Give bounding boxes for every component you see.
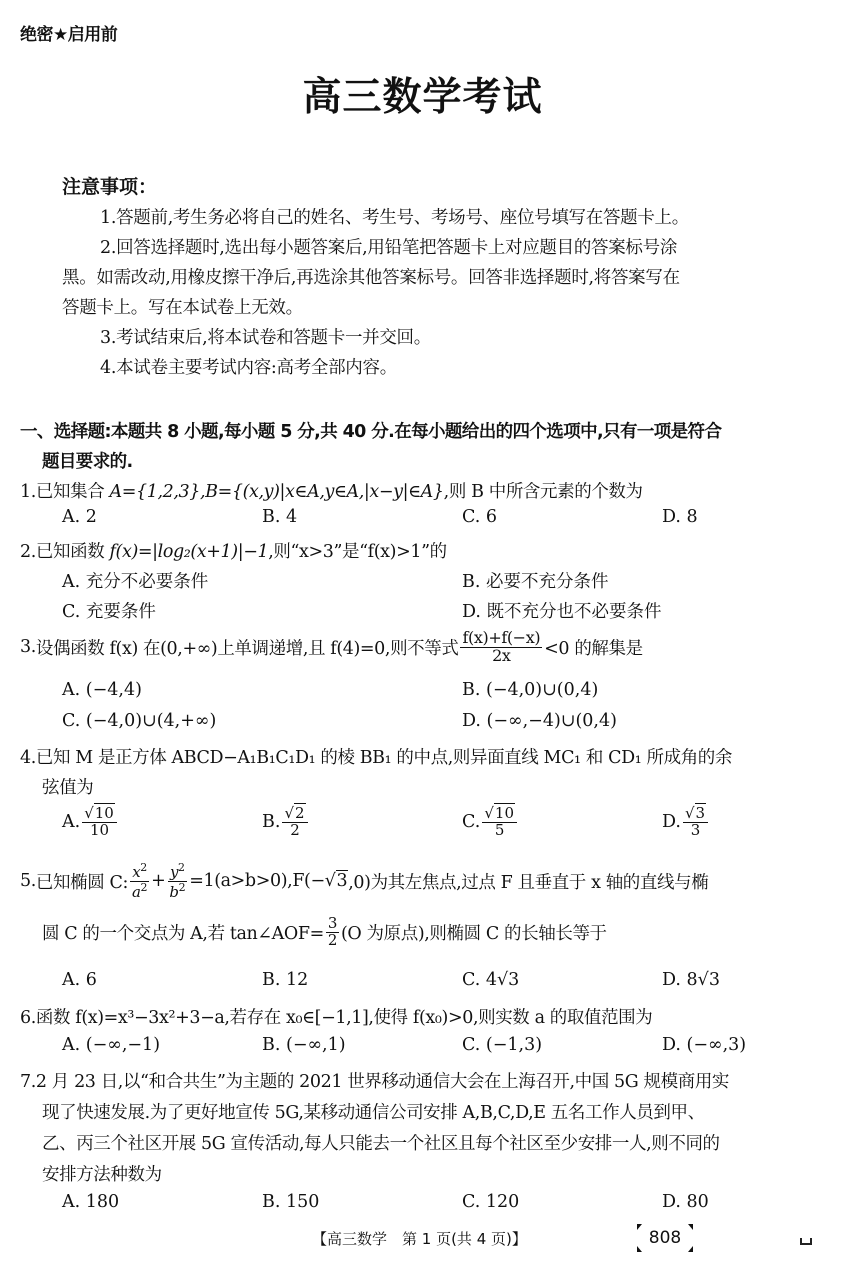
q5-option-d: D. 8√3: [662, 970, 720, 990]
q5-y-fraction: $\frac{y^2}{b^2}$: [169, 861, 186, 901]
section-heading-line1: 一、选择题:本题共 8 小题,每小题 5 分,共 40 分.在每小题给出的四个选项中,只有一项是符合: [20, 422, 722, 442]
q4-option-d: D. $\frac{√3}{3}$: [662, 806, 710, 839]
q3-option-a: A. (−4,4): [62, 680, 142, 700]
q4-option-a: A. $\frac{√10}{10}$: [62, 806, 119, 839]
notice-item-1: 1.答题前,考生务必将自己的姓名、考生号、考场号、座位号填写在答题卡上。: [100, 208, 689, 228]
q3-option-d: D. (−∞,−4)∪(0,4): [462, 711, 617, 731]
q4-option-b: B. $\frac{√2}{2}$: [262, 806, 310, 839]
paper-code: 808: [648, 1228, 682, 1248]
corner-mark: [637, 1246, 642, 1252]
q3-fraction: $\frac{f(x)+f(-x)}{2x}$: [462, 628, 541, 665]
q5-x-fraction: $\frac{x^2}{a^2}$: [131, 861, 148, 901]
confidential-label: 绝密★启用前: [20, 25, 118, 45]
notice-heading: 注意事项：: [62, 176, 158, 198]
q6-option-d: D. (−∞,3): [662, 1035, 747, 1055]
q3-option-c: C. (−4,0)∪(4,+∞): [62, 711, 217, 731]
question-7-line3: 乙、丙三个社区开展 5G 宣传活动,每人只能去一个社区且每个社区至少安排一人,则不同的: [42, 1134, 720, 1154]
q5-option-c: C. 4√3: [462, 970, 520, 990]
q7-option-a: A. 180: [62, 1192, 120, 1212]
q1-option-d: D. 8: [662, 507, 698, 527]
q6-option-c: C. (−1,3): [462, 1035, 543, 1055]
q6-option-b: B. (−∞,1): [262, 1035, 346, 1055]
notice-item-4: 4.本试卷主要考试内容:高考全部内容。: [100, 358, 397, 378]
q1-math: A={1,2,3},B={(x,y)|x∈A,y∈A,|x−y|∈A}: [109, 482, 444, 502]
q3-option-b: B. (−4,0)∪(0,4): [462, 680, 599, 700]
q7-option-c: C. 120: [462, 1192, 520, 1212]
corner-mark: [688, 1224, 693, 1230]
corner-mark: [688, 1246, 693, 1252]
notice-item-2-cont2: 答题卡上。写在本试卷上无效。: [62, 298, 303, 318]
question-7: 7.2 月 23 日,以“和合共生”为主题的 2021 世界移动通信大会在上海召开,中国 5G 规模商用实: [20, 1072, 730, 1092]
q1-option-b: B. 4: [262, 507, 298, 527]
question-4-cont: 弦值为: [42, 778, 94, 798]
exam-title: 高三数学考试: [302, 75, 543, 120]
q5-option-b: B. 12: [262, 970, 309, 990]
section-heading: [20, 417, 830, 477]
q2-option-b: B. 必要不充分条件: [462, 572, 609, 592]
corner-mark: [637, 1224, 642, 1230]
q5-tan-fraction: $\frac{3}{2}$: [327, 914, 337, 949]
q7-option-b: B. 150: [262, 1192, 320, 1212]
notice-item-2-cont: 黑。如需改动,用橡皮擦干净后,再选涂其他答案标号。回答非选择题时,将答案写在: [62, 268, 680, 288]
q2-option-c: C. 充要条件: [62, 602, 156, 622]
q2-option-a: A. 充分不必要条件: [62, 572, 209, 592]
q5-option-a: A. 6: [62, 970, 97, 990]
question-5-cont: 圆 C 的一个交点为 A,若 tan∠AOF= $\frac{3}{2}$ (O 为原点),则椭圆 C 的长轴长等于: [42, 914, 607, 949]
q2-math: f(x)=|log₂(x+1)|−1: [109, 542, 269, 562]
question-6: 6.函数 f(x)=x³−3x²+3−a,若存在 x₀∈[−1,1],使得 f(x₀)>0,则实数 a 的取值范围为: [20, 1008, 653, 1028]
scan-mark-icon: [800, 1238, 812, 1245]
question-4: 4.已知 M 是正方体 ABCD−A₁B₁C₁D₁ 的棱 BB₁ 的中点,则异面直线 MC₁ 和 CD₁ 所成角的余: [20, 748, 732, 768]
question-7-line4: 安排方法种数为: [42, 1165, 162, 1185]
paper-code-box: [637, 1224, 693, 1252]
q1-option-c: C. 6: [462, 507, 498, 527]
question-7-line2: 现了快速发展.为了更好地宣传 5G,某移动通信公司安排 A,B,C,D,E 五名工作人员到甲、: [42, 1103, 705, 1123]
page-footer: 【高三数学 第 1 页(共 4 页)】: [312, 1230, 527, 1248]
q6-option-a: A. (−∞,−1): [62, 1035, 161, 1055]
question-5: 5. 已知椭圆 C: $\frac{x^2}{a^2}$ + $\frac{y^2}{b^2}$ =1(a>b>0),F(− √3 ,0)为其左焦点,过点 F 且垂直于 x 轴的直线与椭: [20, 861, 709, 901]
question-2: 2.已知函数 f(x)=|log₂(x+1)|−1,则“x>3”是“f(x)>1”的: [20, 542, 447, 562]
q5-sqrt: √3: [324, 871, 348, 892]
question-1: 1.已知集合 A={1,2,3},B={(x,y)|x∈A,y∈A,|x−y|∈A},则 B 中所含元素的个数为: [20, 482, 643, 502]
notice-item-3: 3.考试结束后,将本试卷和答题卡一并交回。: [100, 328, 431, 348]
q4-option-c: C. $\frac{√10}{5}$: [462, 806, 519, 839]
question-3: 3. 设偶函数 f(x) 在(0,+∞)上单调递增,且 f(4)=0,则不等式 $\frac{f(x)+f(-x)}{2x}$ <0 的解集是: [20, 628, 643, 665]
section-heading-line2: 题目要求的.: [42, 452, 133, 472]
q1-option-a: A. 2: [62, 507, 97, 527]
q2-option-d: D. 既不充分也不必要条件: [462, 602, 662, 622]
q7-option-d: D. 80: [662, 1192, 709, 1212]
notice-item-2: 2.回答选择题时,选出每小题答案后,用铅笔把答题卡上对应题目的答案标号涂: [100, 238, 678, 258]
